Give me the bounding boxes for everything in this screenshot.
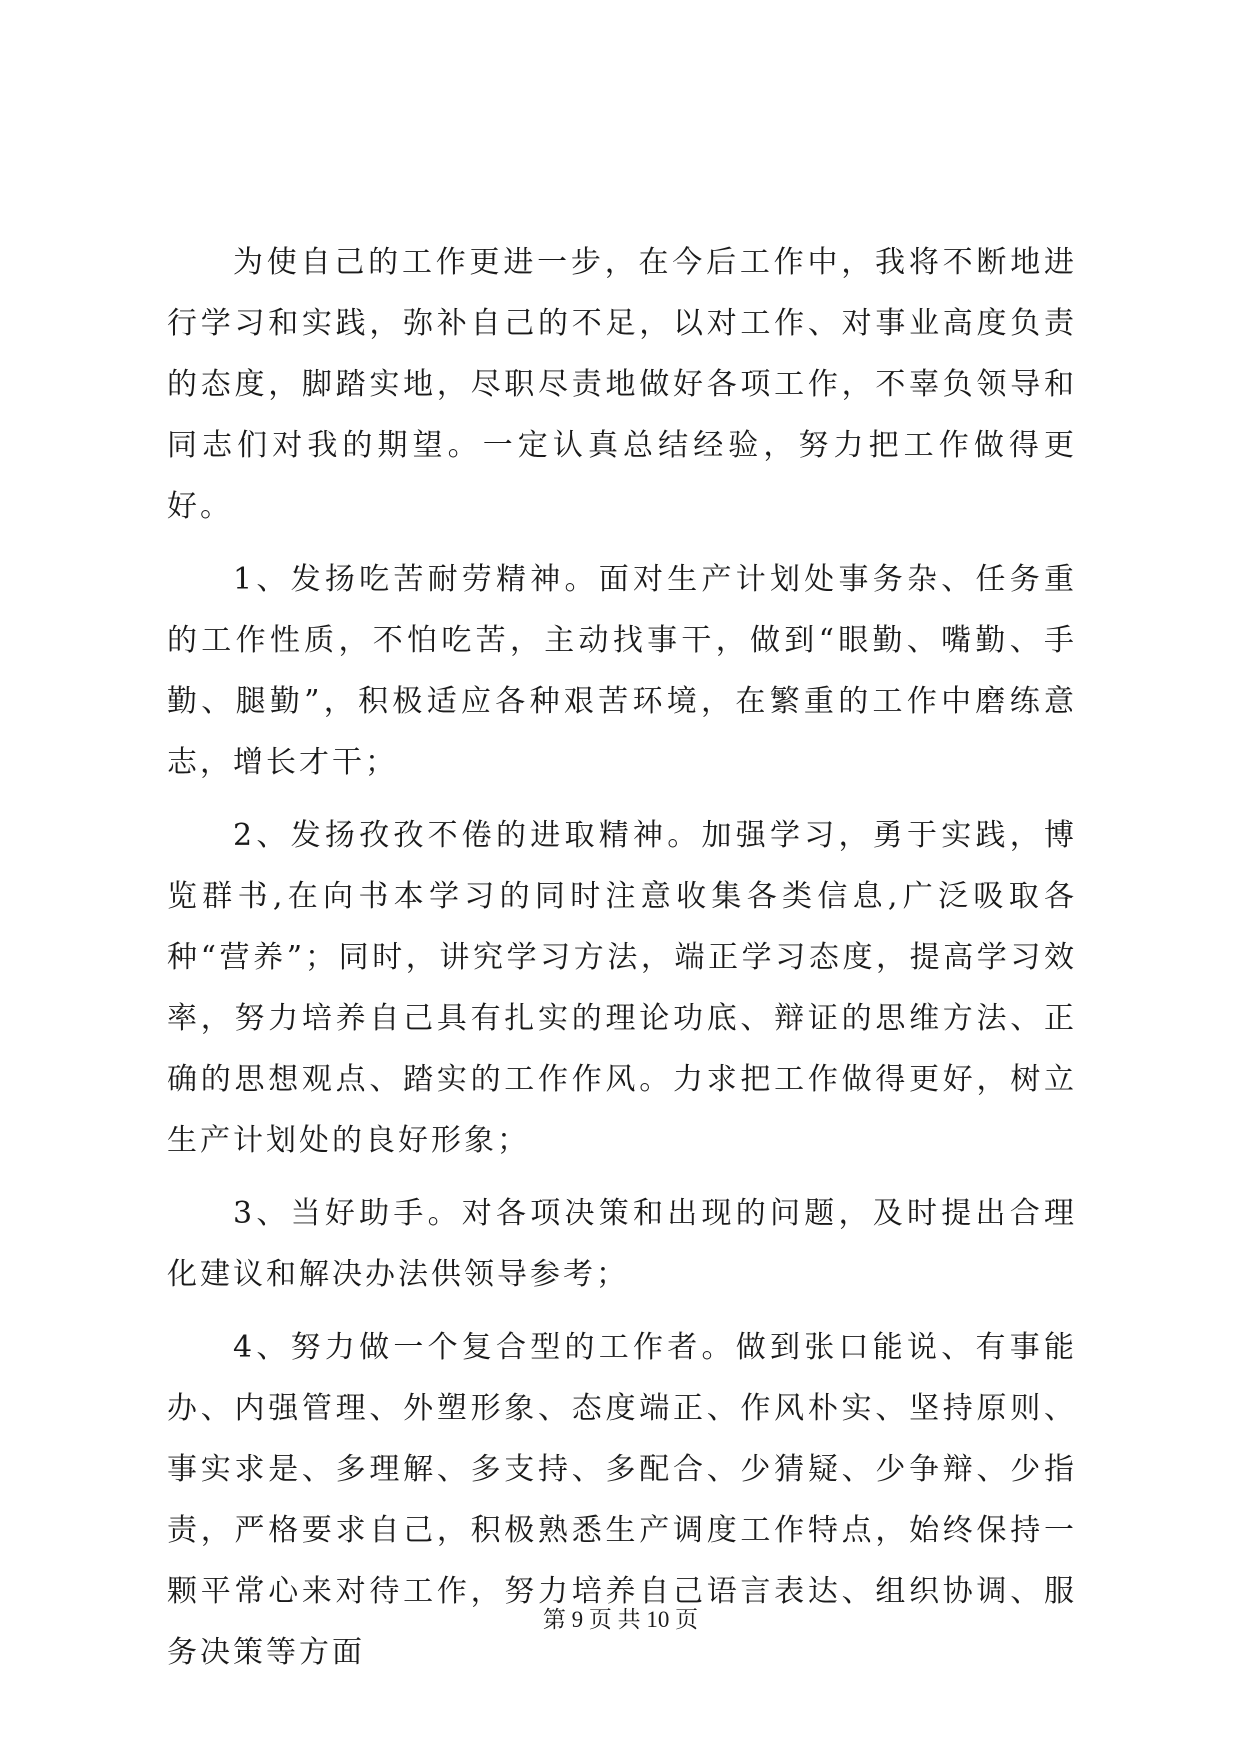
document-body xyxy=(167,232,1077,1695)
paragraph-item-4: 4、努力做一个复合型的工作者。做到张口能说、有事能办、内强管理、外塑形象、态度端正、作风朴实、坚持原则、事实求是、多理解、多支持、多配合、少猜疑、少争辩、少指责，严格要求自己，积极熟悉生产调度工作特点，始终保持一颗平常心来对待工作，努力培养自己语言表达、组织协调、服务决策等方面 xyxy=(167,1330,1077,1670)
paragraph-intro: 为使自己的工作更进一步，在今后工作中，我将不断地进行学习和实践，弥补自己的不足，以对工作、对事业高度负责的态度，脚踏实地，尽职尽责地做好各项工作，不辜负领导和同志们对我的期望。一定认真总结经验，努力把工作做得更好。 xyxy=(167,245,1077,524)
paragraph-item-1: 1、发扬吃苦耐劳精神。面对生产计划处事务杂、任务重的工作性质，不怕吃苦，主动找事干，做到“眼勤、嘴勤、手勤、腿勤”，积极适应各种艰苦环境，在繁重的工作中磨练意志，增长才干； xyxy=(167,562,1077,780)
page-footer: 第 9 页 共 10 页 xyxy=(542,1607,699,1632)
paragraph-item-3: 3、当好助手。对各项决策和出现的问题，及时提出合理化建议和解决办法供领导参考； xyxy=(167,1196,1077,1292)
paragraph-item-2: 2、发扬孜孜不倦的进取精神。加强学习，勇于实践，博览群书,在向书本学习的同时注意收集各类信息,广泛吸取各种“营养”；同时，讲究学习方法，端正学习态度，提高学习效率，努力培养自己具有扎实的理论功底、辩证的思维方法、正确的思想观点、踏实的工作作风。力求把工作做得更好，树立生产计划处的良好形象； xyxy=(167,818,1077,1158)
